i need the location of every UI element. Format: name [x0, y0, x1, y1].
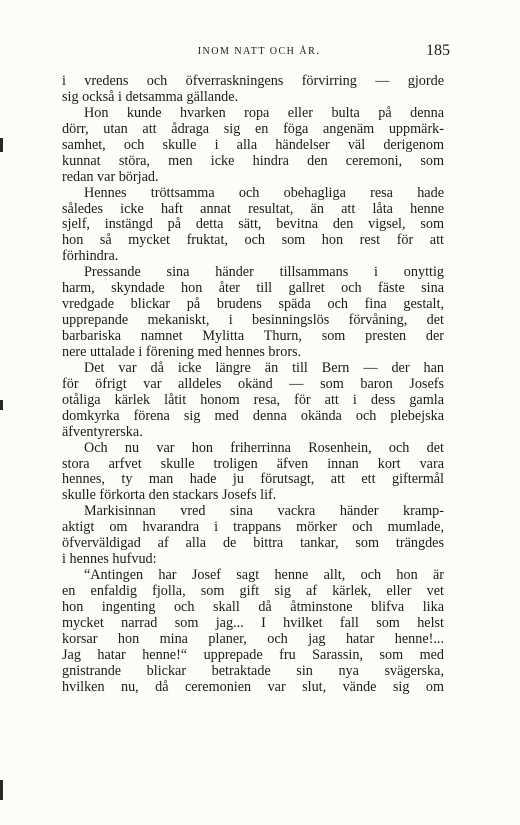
text-line: för öfrigt var alldeles okänd — som baron Josefs: [62, 375, 444, 392]
text-line: Hon kunde hvarken ropa eller bulta på denna: [84, 104, 444, 121]
text-line: upprepande mekaniskt, i besinningslös förvåning, det: [62, 312, 444, 329]
text-line: äfventyrerska.: [62, 423, 143, 440]
text-line: stora arfvet skulle troligen äfven innan kort vara: [62, 455, 444, 472]
text-line: mycket narrad som jag... I hvilket fall som helst: [62, 614, 444, 631]
text-line: således icke haft annat resultat, än att låta henne: [62, 200, 444, 217]
scan-edge-mark: [0, 138, 3, 152]
text-line: korsar hon mina planer, och jag hatar henne!...: [62, 630, 444, 647]
text-line: hon ingenting och skall då åtminstone blifva lika: [62, 598, 444, 615]
text-line: i hennes hufvud:: [62, 551, 157, 568]
text-line: hennes, ty man hade ju förutsagt, att ett giftermål: [62, 471, 444, 488]
text-line: hon så mycket fruktat, och som hon rest för att: [62, 232, 444, 249]
text-line: Det var då icke längre än till Bern — der han: [84, 359, 444, 376]
text-line: Jag hatar henne!“ upprepade fru Sarassin, som med: [62, 646, 444, 663]
running-title: INOM NATT OCH ÅR.: [197, 46, 321, 57]
text-line: i vredens och öfverraskningens förvirring — gjorde: [62, 73, 444, 89]
text-line: öfverväldigad af alla de bittra tankar, som trängdes: [62, 535, 444, 552]
text-line: domkyrka förena sig med denna okända och plebejska: [62, 407, 444, 424]
text-line: sjelf, instängd på detta sätt, bevitna den vigsel, som: [62, 216, 444, 233]
text-line: vredgade blickar på brudens späda och fina gestalt,: [62, 296, 444, 313]
text-line: nere uttalade i förening med hennes brors.: [62, 343, 302, 360]
text-line: redan var börjad.: [62, 168, 159, 185]
body-text: [62, 74, 444, 696]
text-line: en enfaldig fjolla, som gift sig af kärlek, eller vet: [62, 583, 444, 599]
text-line: gnistrande blickar betraktade sin nya svägerska,: [62, 662, 444, 679]
scan-edge-mark: [0, 780, 3, 800]
text-line: “Antingen har Josef sagt henne allt, och hon är: [84, 567, 444, 584]
page-number: 185: [426, 42, 450, 59]
text-line: Markisinnan vred sina vackra händer kramp-: [84, 503, 444, 520]
text-line: otåliga kärlek låtit honom resa, för att i dess gamla: [62, 391, 444, 408]
text-line: Hennes tröttsamma och obehagliga resa hade: [84, 184, 444, 201]
text-line: hvilken nu, då ceremonien var slut, vände sig om: [62, 678, 444, 695]
text-line: dörr, utan att ådraga sig en föga angenäm uppmärk-: [62, 120, 444, 137]
running-head: [68, 42, 450, 64]
text-line: sig också i detsamma gällande.: [62, 88, 239, 105]
text-line: barbariska namnet Mylitta Thurn, som presten der: [62, 328, 444, 344]
text-line: förhindra.: [62, 248, 119, 265]
text-line: harm, skyndade hon åter till gallret och fäste sina: [62, 280, 444, 297]
text-line: samhet, och skulle i alla händelser väl derigenom: [62, 136, 444, 153]
text-line: kunnat störa, men icke hindra den ceremoni, som: [62, 152, 444, 169]
text-line: aktigt om hvarandra i trappans mörker och mumlade,: [62, 519, 444, 536]
text-line: skulle förkorta den stackars Josefs lif.: [62, 487, 277, 504]
scan-edge-mark: [0, 400, 3, 410]
text-line: Pressande sina händer tillsammans i onyttig: [84, 264, 444, 281]
text-line: Och nu var hon friherrinna Rosenhein, och det: [84, 439, 444, 456]
